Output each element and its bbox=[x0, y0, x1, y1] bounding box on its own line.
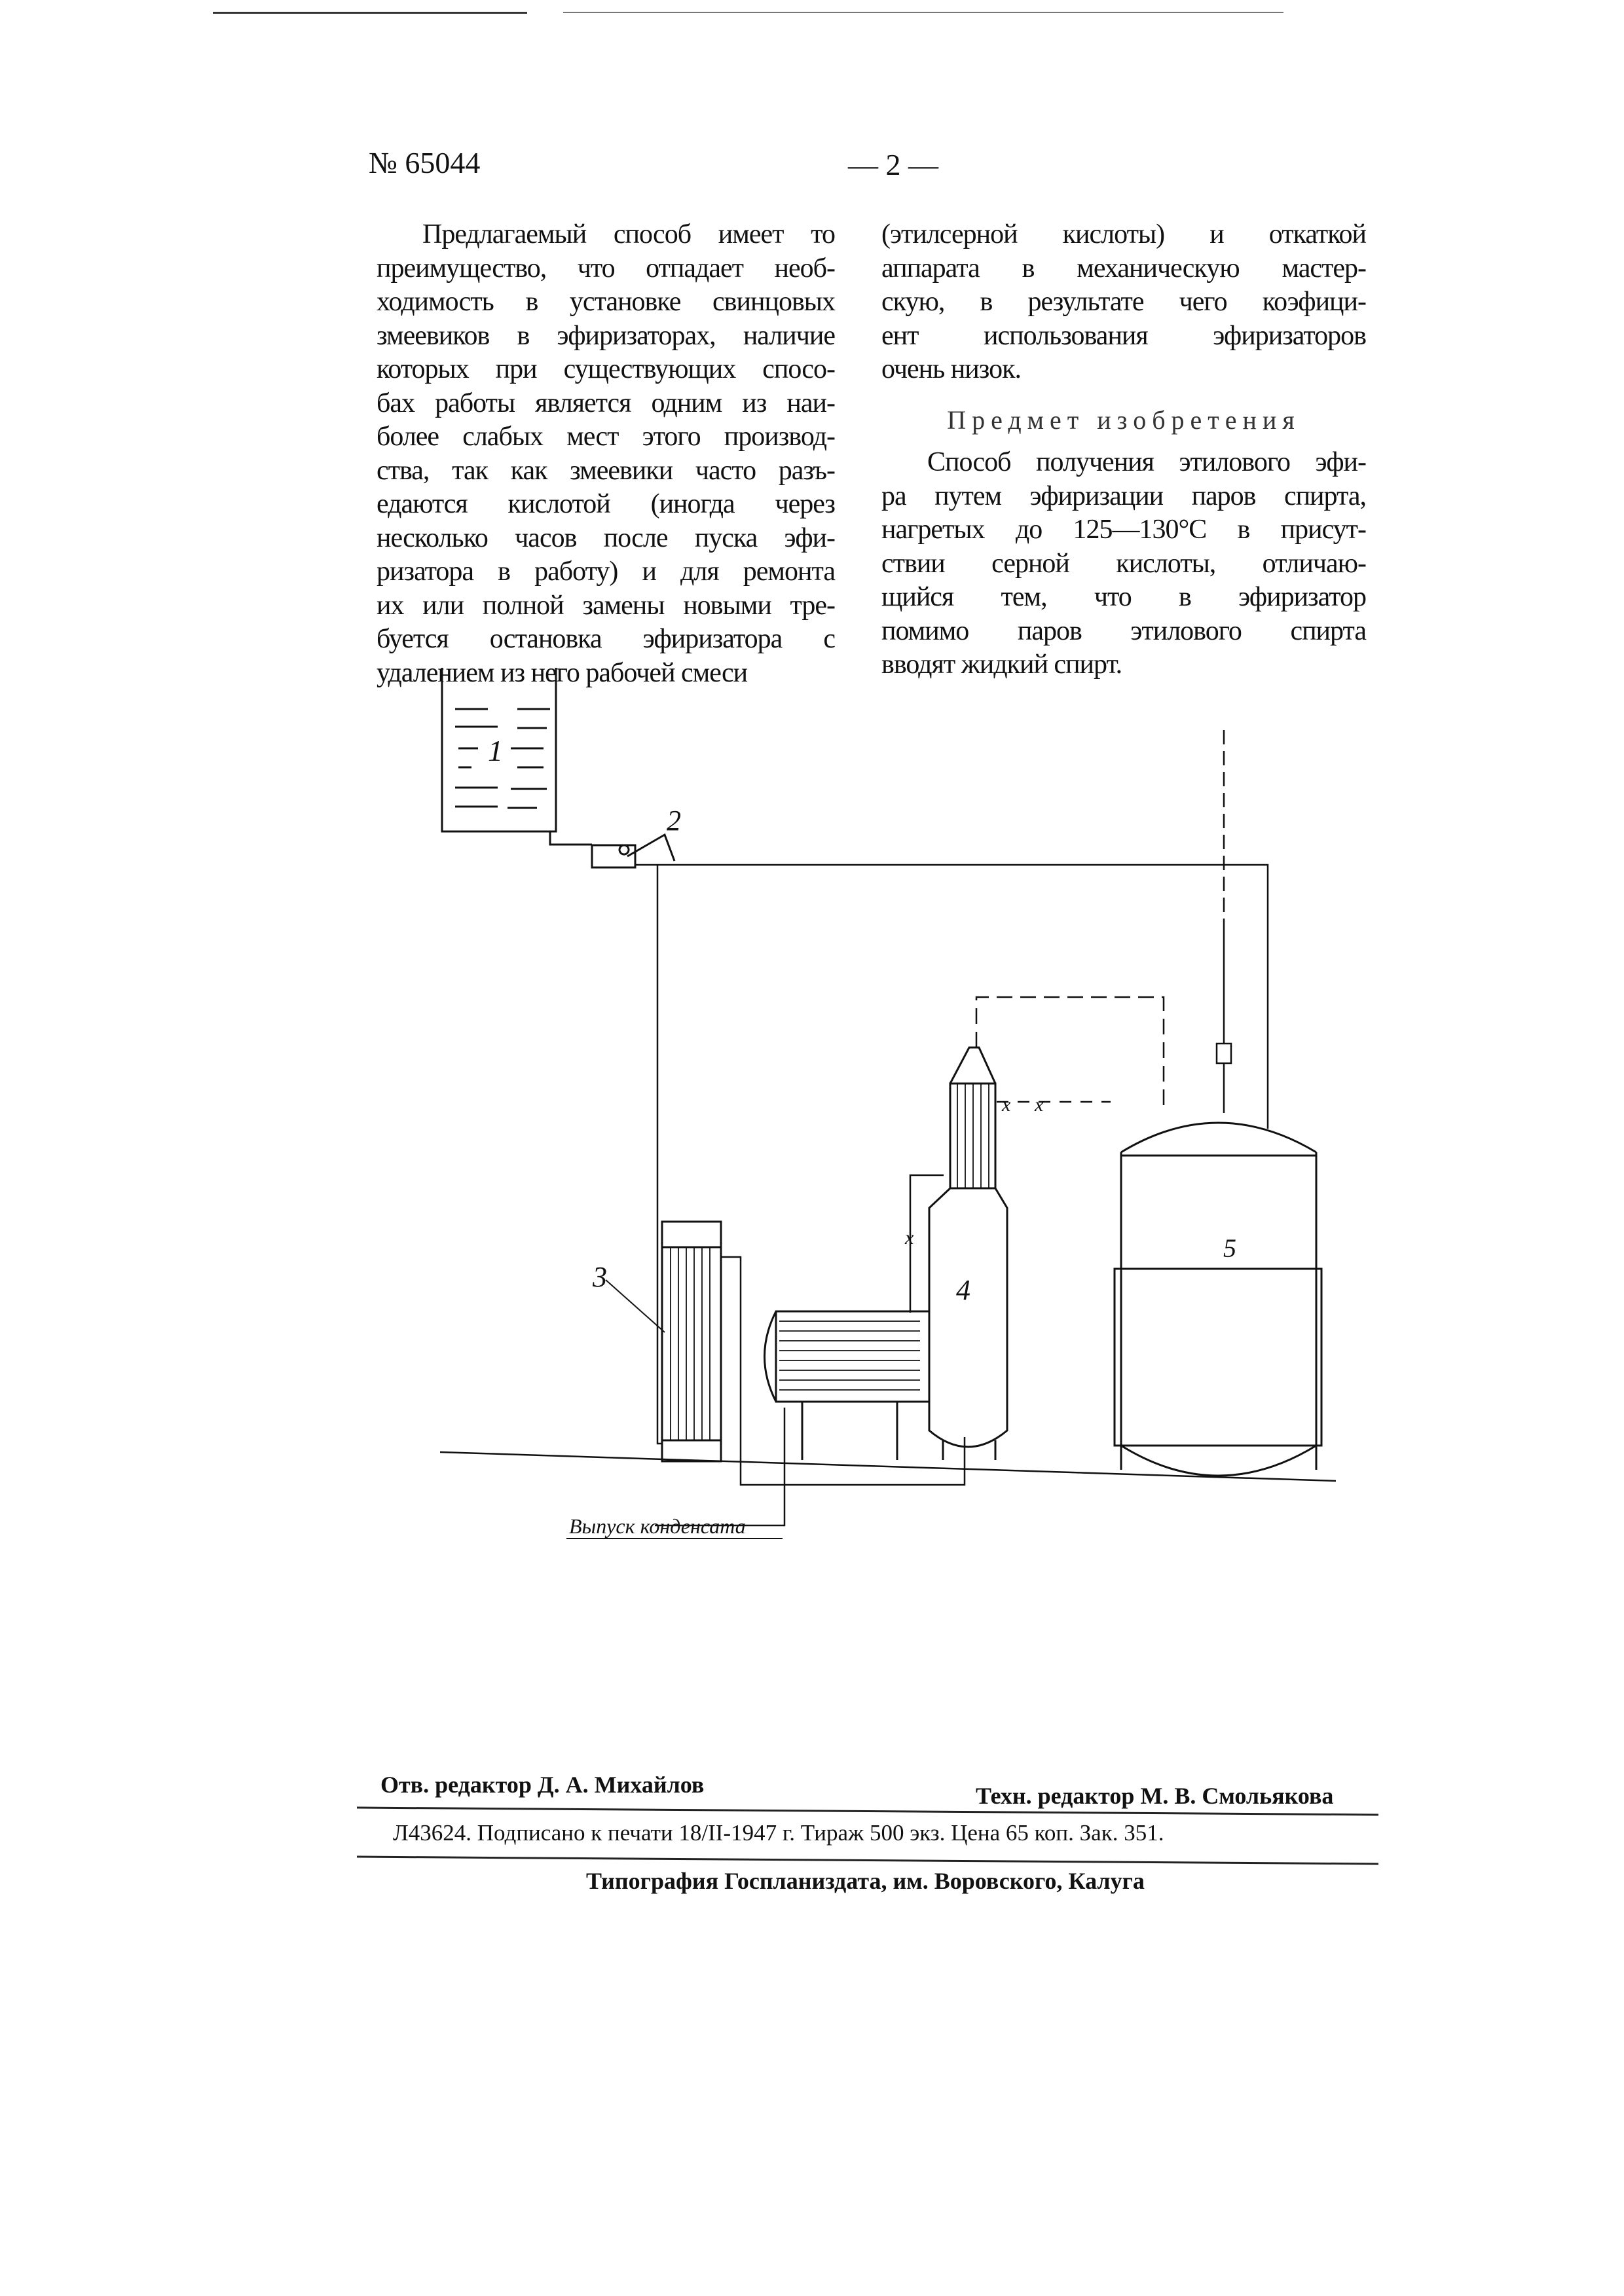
heat-exchanger-3 bbox=[592, 1222, 721, 1461]
text-line: ходимость в установке свинцовых bbox=[377, 285, 835, 319]
text-line: их или полной замены новыми тре- bbox=[377, 589, 835, 623]
text-line: ства, так как змеевики часто разъ- bbox=[377, 454, 835, 488]
vessel-5 bbox=[1115, 1123, 1321, 1476]
x-mark: x bbox=[1001, 1094, 1011, 1116]
responsible-editor: Отв. редактор Д. А. Михайлов bbox=[380, 1771, 704, 1798]
text-line: Способ получения этилового эфи- bbox=[881, 446, 1366, 480]
floor-line bbox=[440, 1452, 1336, 1481]
text-line: преимущество, что отпадает необ- bbox=[377, 252, 835, 286]
text-line: щийся тем, что в эфиризатор bbox=[881, 581, 1366, 615]
text-line: буется остановка эфиризатора с bbox=[377, 623, 835, 657]
text-line: бах работы является одним из наи- bbox=[377, 387, 835, 421]
footer-rule bbox=[357, 1856, 1378, 1865]
text-line: змеевиков в эфиризаторах, наличие bbox=[377, 319, 835, 354]
text-line: очень низок. bbox=[881, 353, 1366, 387]
etherizer-4 bbox=[904, 1048, 1044, 1460]
text-line: ра путем эфиризации паров спирта, bbox=[881, 480, 1366, 514]
condensate-outlet-label: Выпуск конденсата bbox=[569, 1514, 746, 1538]
text-line: помимо паров этилового спирта bbox=[881, 615, 1366, 649]
text-line: Предлагаемый способ имеет то bbox=[377, 218, 835, 252]
text-line: скую, в результате чего коэфици- bbox=[881, 285, 1366, 319]
pipes bbox=[635, 730, 1268, 1525]
tank-1 bbox=[442, 668, 556, 831]
text-line: несколько часов после пуска эфи- bbox=[377, 522, 835, 556]
text-line: вводят жидкий спирт. bbox=[881, 648, 1366, 682]
tech-editor: Техн. редактор М. В. Смольякова bbox=[976, 1782, 1333, 1810]
x-mark: x bbox=[904, 1227, 914, 1248]
text-line: (этилсерной кислоты) и откаткой bbox=[881, 218, 1366, 252]
printer-info: Типография Госпланиздата, им. Воровского, Калуга bbox=[586, 1867, 1145, 1895]
text-line: удалением из него рабочей смеси bbox=[377, 657, 835, 691]
claims-heading: Предмет изобретения bbox=[881, 403, 1366, 437]
text-line: ризатора в работу) и для ремонта bbox=[377, 555, 835, 589]
text-line: едаются кислотой (иногда через bbox=[377, 488, 835, 522]
valve-2 bbox=[550, 805, 681, 867]
etherizer-label: 4 bbox=[956, 1274, 970, 1306]
x-mark: x bbox=[1034, 1094, 1044, 1116]
page-number: — 2 — bbox=[848, 147, 938, 182]
text-line: нагретых до 125—130°С в присут- bbox=[881, 513, 1366, 547]
text-line: которых при существующих спосо- bbox=[377, 353, 835, 387]
print-info: Л43624. Подписано к печати 18/II-1947 г. Тираж 500 экз. Цена 65 коп. Зак. 351. bbox=[393, 1820, 1164, 1846]
valve-label: 2 bbox=[667, 805, 681, 837]
text-line: ент использования эфиризаторов bbox=[881, 319, 1366, 354]
process-diagram bbox=[0, 0, 1624, 1571]
tank-label: 1 bbox=[488, 734, 503, 767]
patent-number: № 65044 bbox=[369, 145, 480, 180]
text-line: ствии серной кислоты, отличаю- bbox=[881, 547, 1366, 581]
vessel-label: 5 bbox=[1223, 1233, 1236, 1263]
heat-exchanger-label: 3 bbox=[592, 1261, 607, 1293]
text-line: аппарата в механическую мастер- bbox=[881, 252, 1366, 286]
horizontal-heater bbox=[765, 1311, 930, 1460]
text-line: более слабых мест этого производ- bbox=[377, 420, 835, 454]
